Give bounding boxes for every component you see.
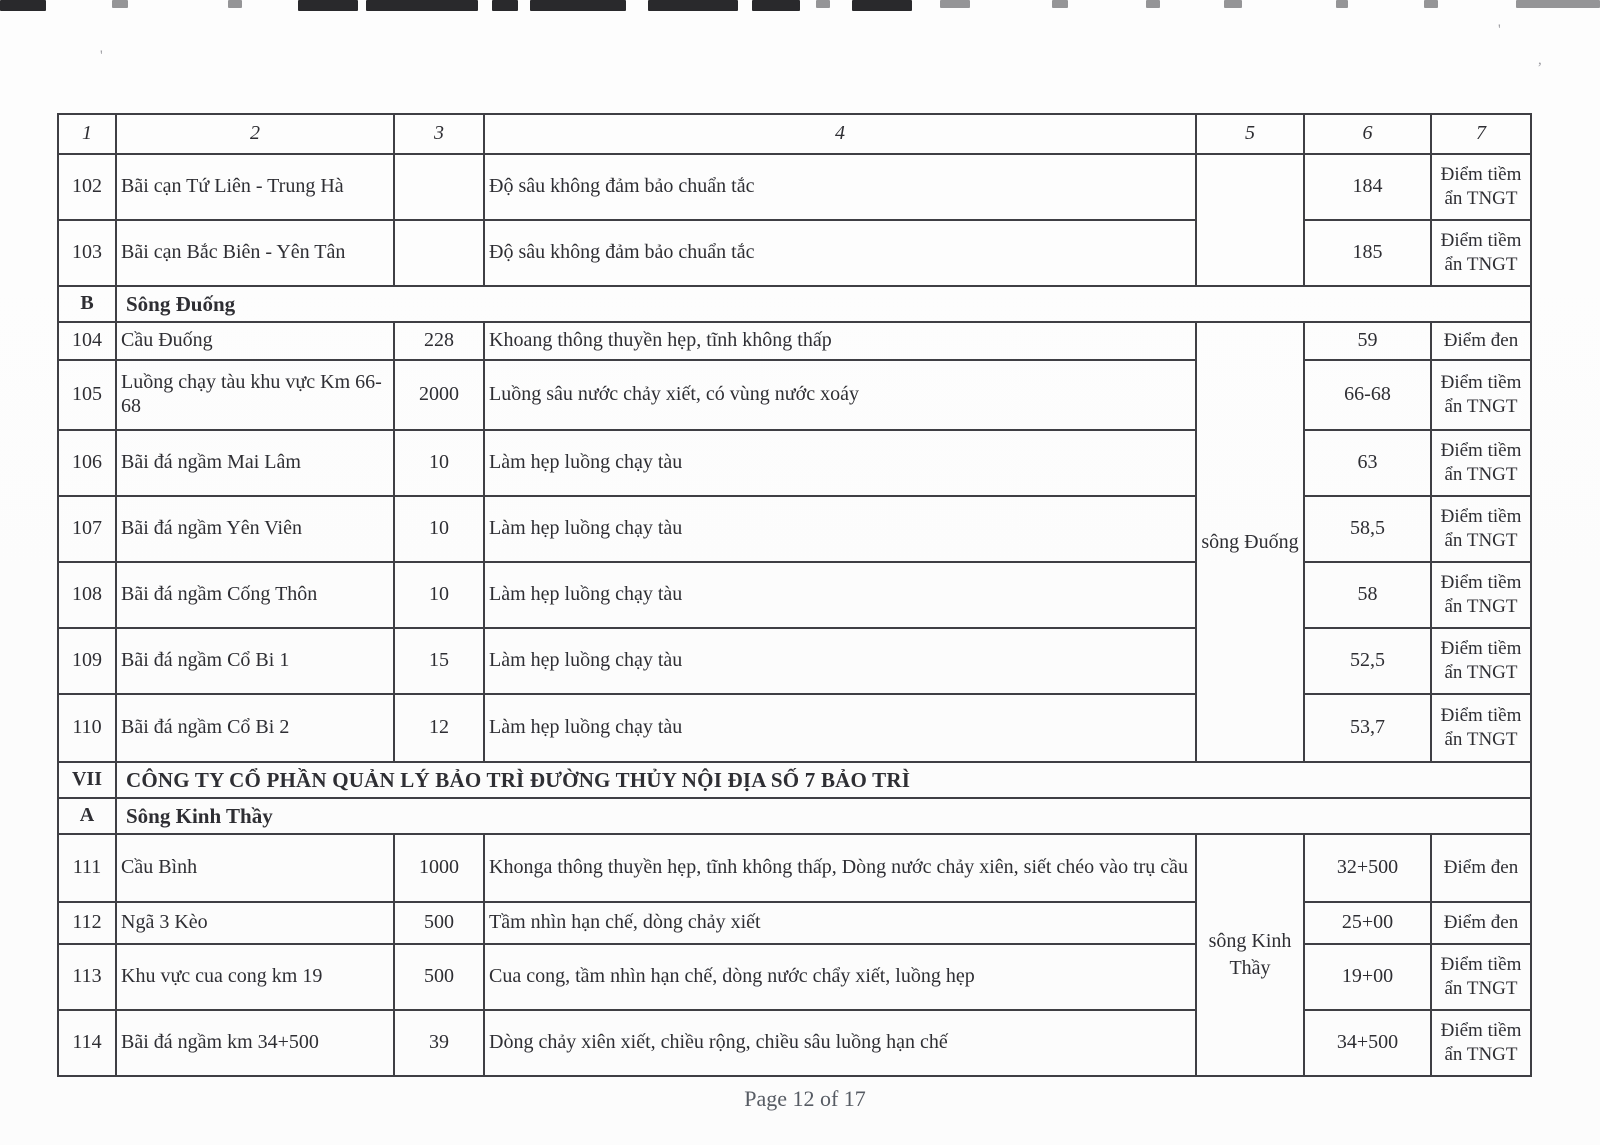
table-row-108 bbox=[58, 562, 1531, 628]
section-title: Sông Kinh Thầy bbox=[116, 798, 1531, 834]
table-row-114 bbox=[58, 1010, 1531, 1076]
location-name-cell: Bãi đá ngầm Cổ Bi 1 bbox=[116, 628, 394, 694]
category-cell: Điểm đen bbox=[1431, 902, 1531, 944]
scan-speck: ' bbox=[1498, 22, 1501, 38]
row-number-cell: 108 bbox=[58, 562, 116, 628]
cause-cell: Luồng sâu nước chảy xiết, có vùng nước xoáy bbox=[484, 360, 1196, 430]
cause-cell: Độ sâu không đảm bảo chuẩn tắc bbox=[484, 154, 1196, 220]
section-row-a bbox=[58, 798, 1531, 834]
category-cell: Điểm tiềm ẩn TNGT bbox=[1431, 944, 1531, 1010]
hazard-points-table bbox=[57, 113, 1532, 1077]
cause-cell: Làm hẹp luồng chạy tàu bbox=[484, 694, 1196, 762]
size-cell: 2000 bbox=[394, 360, 484, 430]
table-header-row bbox=[58, 114, 1531, 154]
cause-cell: Làm hẹp luồng chạy tàu bbox=[484, 430, 1196, 496]
location-name-cell: Khu vực cua cong km 19 bbox=[116, 944, 394, 1010]
category-cell: Điểm tiềm ẩn TNGT bbox=[1431, 1010, 1531, 1076]
km-cell: 19+00 bbox=[1304, 944, 1431, 1010]
km-cell: 185 bbox=[1304, 220, 1431, 286]
scan-speck: , bbox=[1538, 52, 1542, 68]
col-header-5: 5 bbox=[1196, 114, 1304, 154]
location-name-cell: Bãi đá ngầm Cống Thôn bbox=[116, 562, 394, 628]
km-cell: 58,5 bbox=[1304, 496, 1431, 562]
table-row-111 bbox=[58, 834, 1531, 902]
row-number-cell: 104 bbox=[58, 322, 116, 360]
cause-cell: Dòng chảy xiên xiết, chiều rộng, chiều sâu luồng hạn chế bbox=[484, 1010, 1196, 1076]
scan-edge-artifact bbox=[0, 0, 1600, 14]
row-number-cell: 114 bbox=[58, 1010, 116, 1076]
section-letter: B bbox=[58, 286, 116, 322]
table-row-102 bbox=[58, 154, 1531, 220]
table-row-107 bbox=[58, 496, 1531, 562]
location-name-cell: Bãi cạn Tứ Liên - Trung Hà bbox=[116, 154, 394, 220]
row-number-cell: 109 bbox=[58, 628, 116, 694]
location-name-cell: Luồng chạy tàu khu vực Km 66-68 bbox=[116, 360, 394, 430]
table-row-103 bbox=[58, 220, 1531, 286]
category-cell: Điểm tiềm ẩn TNGT bbox=[1431, 628, 1531, 694]
location-name-cell: Bãi đá ngầm Yên Viên bbox=[116, 496, 394, 562]
col-header-3: 3 bbox=[394, 114, 484, 154]
size-cell bbox=[394, 154, 484, 220]
table-row-106 bbox=[58, 430, 1531, 496]
col-header-2: 2 bbox=[116, 114, 394, 154]
col-header-7: 7 bbox=[1431, 114, 1531, 154]
location-name-cell: Bãi đá ngầm Cổ Bi 2 bbox=[116, 694, 394, 762]
km-cell: 53,7 bbox=[1304, 694, 1431, 762]
river-cell-song-duong: sông Đuống bbox=[1196, 322, 1304, 762]
cause-cell: Độ sâu không đảm bảo chuẩn tắc bbox=[484, 220, 1196, 286]
page-footer: Page 12 of 17 bbox=[744, 1086, 866, 1111]
cause-cell: Khoang thông thuyền hẹp, tĩnh không thấp bbox=[484, 322, 1196, 360]
km-cell: 32+500 bbox=[1304, 834, 1431, 902]
size-cell: 10 bbox=[394, 562, 484, 628]
row-number-cell: 112 bbox=[58, 902, 116, 944]
category-cell: Điểm tiềm ẩn TNGT bbox=[1431, 154, 1531, 220]
location-name-cell: Cầu Bình bbox=[116, 834, 394, 902]
table-row-105 bbox=[58, 360, 1531, 430]
category-cell: Điểm đen bbox=[1431, 834, 1531, 902]
river-cell-empty bbox=[1196, 154, 1304, 286]
km-cell: 63 bbox=[1304, 430, 1431, 496]
km-cell: 52,5 bbox=[1304, 628, 1431, 694]
location-name-cell: Ngã 3 Kèo bbox=[116, 902, 394, 944]
cause-cell: Làm hẹp luồng chạy tàu bbox=[484, 562, 1196, 628]
section-title: Sông Đuống bbox=[116, 286, 1531, 322]
row-number-cell: 102 bbox=[58, 154, 116, 220]
row-number-cell: 107 bbox=[58, 496, 116, 562]
cause-cell: Làm hẹp luồng chạy tàu bbox=[484, 628, 1196, 694]
km-cell: 25+00 bbox=[1304, 902, 1431, 944]
scan-speck: ' bbox=[100, 48, 103, 64]
location-name-cell: Cầu Đuống bbox=[116, 322, 394, 360]
size-cell: 500 bbox=[394, 944, 484, 1010]
km-cell: 59 bbox=[1304, 322, 1431, 360]
size-cell: 39 bbox=[394, 1010, 484, 1076]
col-header-4: 4 bbox=[484, 114, 1196, 154]
table-row-113 bbox=[58, 944, 1531, 1010]
table-row-112 bbox=[58, 902, 1531, 944]
size-cell: 10 bbox=[394, 496, 484, 562]
river-cell-song-kinh-thay: sông Kinh Thầy bbox=[1196, 834, 1304, 1076]
row-number-cell: 105 bbox=[58, 360, 116, 430]
section-letter: A bbox=[58, 798, 116, 834]
section-title: CÔNG TY CỔ PHẦN QUẢN LÝ BẢO TRÌ ĐƯỜNG THỦY NỘI ĐỊA SỐ 7 BẢO TRÌ bbox=[116, 762, 1531, 798]
section-row-vii bbox=[58, 762, 1531, 798]
cause-cell: Cua cong, tầm nhìn hạn chế, dòng nước chẩy xiết, luồng hẹp bbox=[484, 944, 1196, 1010]
size-cell: 500 bbox=[394, 902, 484, 944]
location-name-cell: Bãi đá ngầm Mai Lâm bbox=[116, 430, 394, 496]
cause-cell: Tầm nhìn hạn chế, dòng chảy xiết bbox=[484, 902, 1196, 944]
category-cell: Điểm tiềm ẩn TNGT bbox=[1431, 694, 1531, 762]
cause-cell: Khonga thông thuyền hẹp, tĩnh không thấp, Dòng nước chảy xiên, siết chéo vào trụ cầu bbox=[484, 834, 1196, 902]
section-numeral: VII bbox=[58, 762, 116, 798]
row-number-cell: 111 bbox=[58, 834, 116, 902]
size-cell: 15 bbox=[394, 628, 484, 694]
table-row-110 bbox=[58, 694, 1531, 762]
row-number-cell: 113 bbox=[58, 944, 116, 1010]
size-cell: 228 bbox=[394, 322, 484, 360]
category-cell: Điểm tiềm ẩn TNGT bbox=[1431, 496, 1531, 562]
cause-cell: Làm hẹp luồng chạy tàu bbox=[484, 496, 1196, 562]
size-cell: 1000 bbox=[394, 834, 484, 902]
section-row-b bbox=[58, 286, 1531, 322]
km-cell: 66-68 bbox=[1304, 360, 1431, 430]
table-row-109 bbox=[58, 628, 1531, 694]
category-cell: Điểm tiềm ẩn TNGT bbox=[1431, 220, 1531, 286]
row-number-cell: 103 bbox=[58, 220, 116, 286]
size-cell: 12 bbox=[394, 694, 484, 762]
location-name-cell: Bãi cạn Bắc Biên - Yên Tân bbox=[116, 220, 394, 286]
size-cell bbox=[394, 220, 484, 286]
size-cell: 10 bbox=[394, 430, 484, 496]
col-header-6: 6 bbox=[1304, 114, 1431, 154]
col-header-1: 1 bbox=[58, 114, 116, 154]
row-number-cell: 106 bbox=[58, 430, 116, 496]
km-cell: 58 bbox=[1304, 562, 1431, 628]
table-row-104 bbox=[58, 322, 1531, 360]
category-cell: Điểm tiềm ẩn TNGT bbox=[1431, 360, 1531, 430]
row-number-cell: 110 bbox=[58, 694, 116, 762]
category-cell: Điểm tiềm ẩn TNGT bbox=[1431, 562, 1531, 628]
location-name-cell: Bãi đá ngầm km 34+500 bbox=[116, 1010, 394, 1076]
category-cell: Điểm tiềm ẩn TNGT bbox=[1431, 430, 1531, 496]
km-cell: 34+500 bbox=[1304, 1010, 1431, 1076]
km-cell: 184 bbox=[1304, 154, 1431, 220]
category-cell: Điểm đen bbox=[1431, 322, 1531, 360]
